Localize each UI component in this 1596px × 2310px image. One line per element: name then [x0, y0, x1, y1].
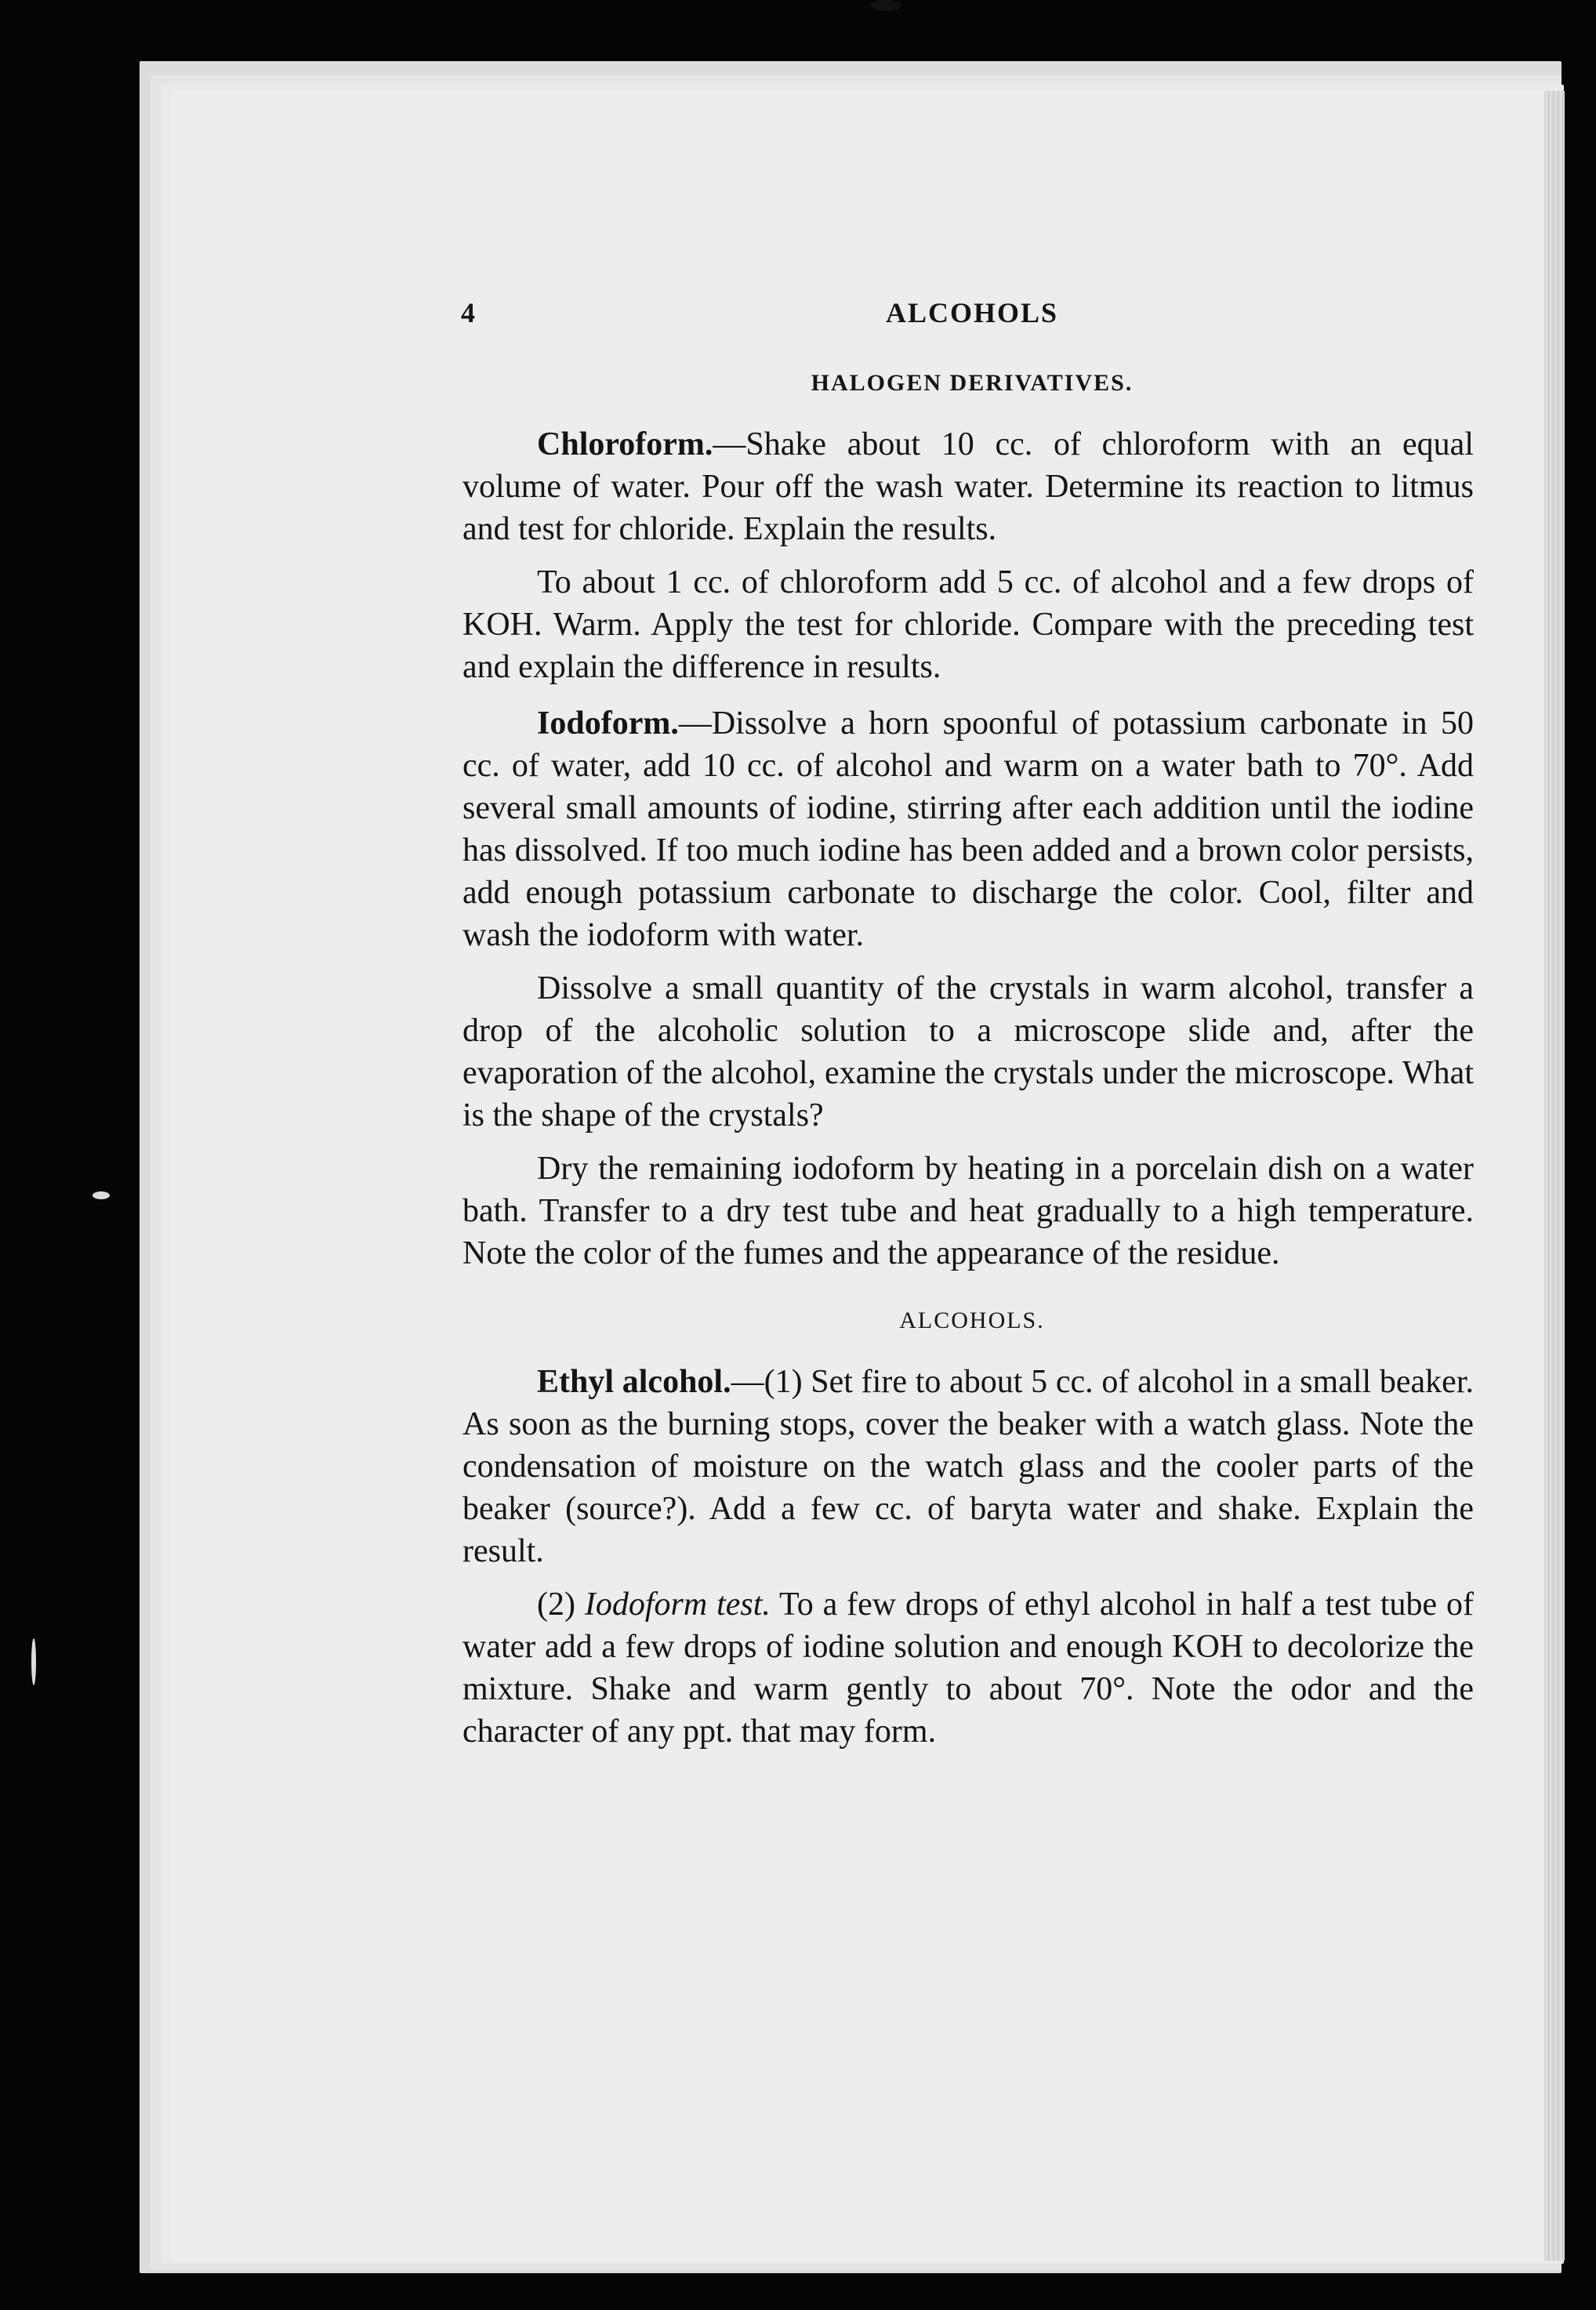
paragraph-iodoform: [290, 702, 1474, 956]
step-number: (2): [537, 1587, 585, 1623]
lead-chloroform: Chloroform.: [537, 426, 713, 462]
section-heading-alcohols: ALCOHOLS.: [899, 1307, 1045, 1333]
lead-iodoform-test: Iodoform test.: [584, 1587, 771, 1623]
paragraph-iodoform-crystals: [290, 967, 1474, 1137]
lead-ethyl-alcohol: Ethyl alcohol.: [537, 1364, 731, 1400]
section-heading-halogen: HALOGEN DERIVATIVES.: [811, 370, 1134, 396]
paragraph-text: To about 1 cc. of chloroform add 5 cc. of alcohol and a few drops of KOH. Warm. Apply the test for chloride. Compare with the preceding test and explain the difference in results.: [462, 564, 1474, 685]
paragraph-text: Dissolve a small quantity of the crystals in warm alcohol, transfer a drop of the alcoholic solution to a microscope slide and, after the evaporation of the alcohol, examine the crystals under the microscope. What is the shape of the crystals?: [462, 970, 1474, 1133]
running-head: [290, 282, 1474, 337]
paragraph-iodoform-heating: [290, 1148, 1474, 1275]
paragraph-chloroform-koh: [290, 561, 1474, 688]
page-content: [290, 282, 1474, 1764]
paragraph-chloroform: [290, 423, 1474, 550]
paragraph-text: —(1) Set fire to about 5 cc. of alcohol in a small beaker. As soon as the burning stops, cover the beaker with a watch glass. Note the condensation of moisture on the watch glass and the cooler parts of the beaker (source?). Add a few cc. of baryta water and shake. Explain the result.: [462, 1364, 1474, 1569]
paragraph-text: —Shake about 10 cc. of chloroform with an equal volume of water. Pour off the wash water. Determine its reaction to litmus and test for chloride. Explain the results.: [462, 426, 1474, 547]
paragraph-text: To a few drops of ethyl alcohol in half a test tube of water add a few drops of iodine solution and enough KOH to decolorize the mixture. Shake and warm gently to about 70°. Note the odor and the character of any ppt. that may form.: [462, 1587, 1474, 1750]
page-edge: [1544, 91, 1565, 2261]
scan-smudge: [92, 1191, 110, 1199]
paragraph-ethyl-alcohol: [290, 1361, 1474, 1572]
paragraph-iodoform-test: [290, 1583, 1474, 1753]
scan-smudge: [870, 0, 901, 11]
page-number: 4: [461, 297, 477, 328]
running-title: ALCOHOLS: [885, 297, 1059, 328]
paragraph-text: Dry the remaining iodoform by heating in a porcelain dish on a water bath. Transfer to a dry test tube and heat gradually to a high temperature. Note the color of the fumes and the appearance of the residue.: [462, 1151, 1474, 1271]
lead-iodoform: Iodoform.: [537, 705, 679, 742]
scan-smudge: [31, 1638, 36, 1685]
paragraph-text: —Dissolve a horn spoonful of potassium carbonate in 50 cc. of water, add 10 cc. of alcohol and warm on a water bath to 70°. Add several small amounts of iodine, stirring after each addition until the iodine has dissolved. If too much iodine has been added and a brown color persists, add enough potassium carbonate to discharge the color. Cool, filter and wash the iodoform with water.: [462, 705, 1474, 953]
